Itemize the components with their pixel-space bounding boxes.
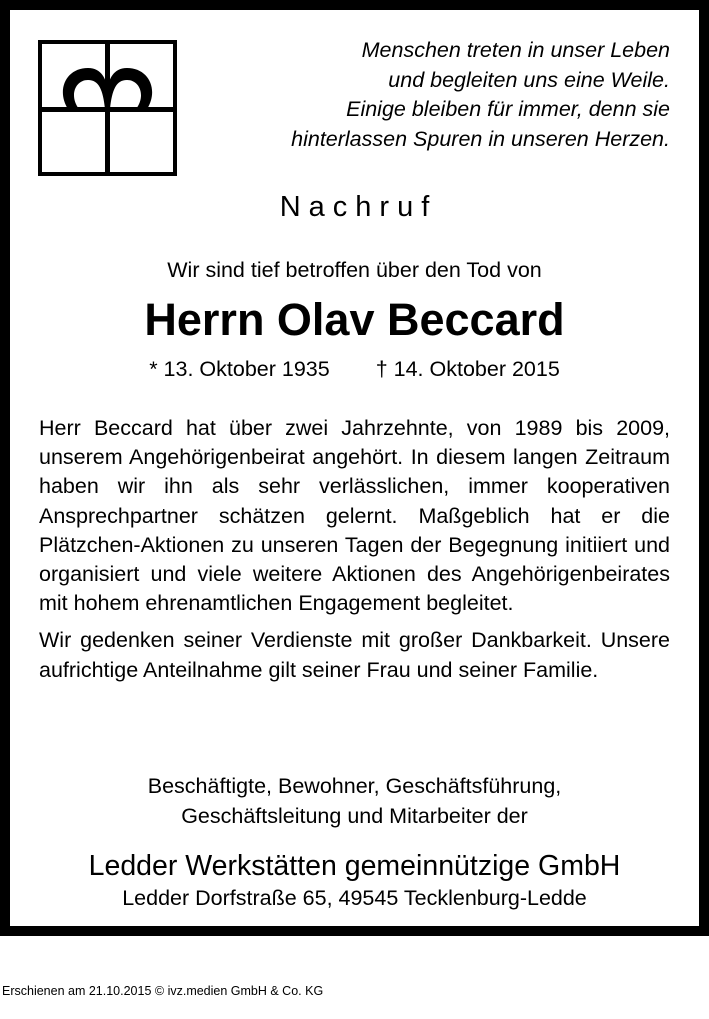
- poem-line: Einige bleiben für immer, denn sie: [346, 97, 670, 121]
- signers-line: Geschäftsleitung und Mitarbeiter der: [181, 803, 528, 828]
- death-date: † 14. Oktober 2015: [375, 357, 560, 381]
- body-paragraph: Wir gedenken seiner Verdienste mit großer Dankbarkeit. Unsere aufrichtige Anteilnahme gilt seiner Frau und seiner Familie.: [39, 628, 670, 682]
- signers: [10, 772, 699, 831]
- obituary-body: [39, 414, 670, 693]
- signers-line: Beschäftigte, Bewohner, Geschäftsführung,: [147, 774, 562, 798]
- cross-window-logo-icon: [38, 40, 177, 176]
- poem-line: und begleiten uns eine Weile.: [388, 67, 670, 92]
- obituary-heading: Nachruf: [279, 191, 438, 223]
- company-address: Ledder Dorfstraße 65, 49545 Tecklenburg-Ledde: [122, 886, 587, 910]
- intro-line: Wir sind tief betroffen über den Tod von: [167, 258, 542, 282]
- body-paragraph: Herr Beccard hat über zwei Jahrzehnte, von 1989 bis 2009, unserem Angehörigenbeirat angehört. In diesem langen Zeitraum haben wir ihn als sehr verlässlichen, immer kooperativen Ansprechpartner schätzen gelernt. Maßgeblich hat er die Plätzchen-Aktionen zu unseren Tagen der Begegnung initiiert und organisiert und viele weitere Aktionen des Angehörigenbeirates mit hohem ehrenamtlichen Engagement begleitet.: [39, 416, 670, 616]
- poem-line: Menschen treten in unser Leben: [361, 38, 670, 62]
- publication-footer: Erschienen am 21.10.2015 © ivz.medien GmbH & Co. KG: [2, 984, 324, 998]
- company-name: Ledder Werkstätten gemeinnützige GmbH: [88, 850, 621, 882]
- birth-date: * 13. Oktober 1935: [149, 357, 330, 381]
- poem-line: hinterlassen Spuren in unseren Herzen.: [291, 126, 670, 151]
- deceased-name: Herrn Olav Beccard: [144, 294, 565, 345]
- life-dates: [10, 356, 699, 382]
- poem: [210, 36, 670, 154]
